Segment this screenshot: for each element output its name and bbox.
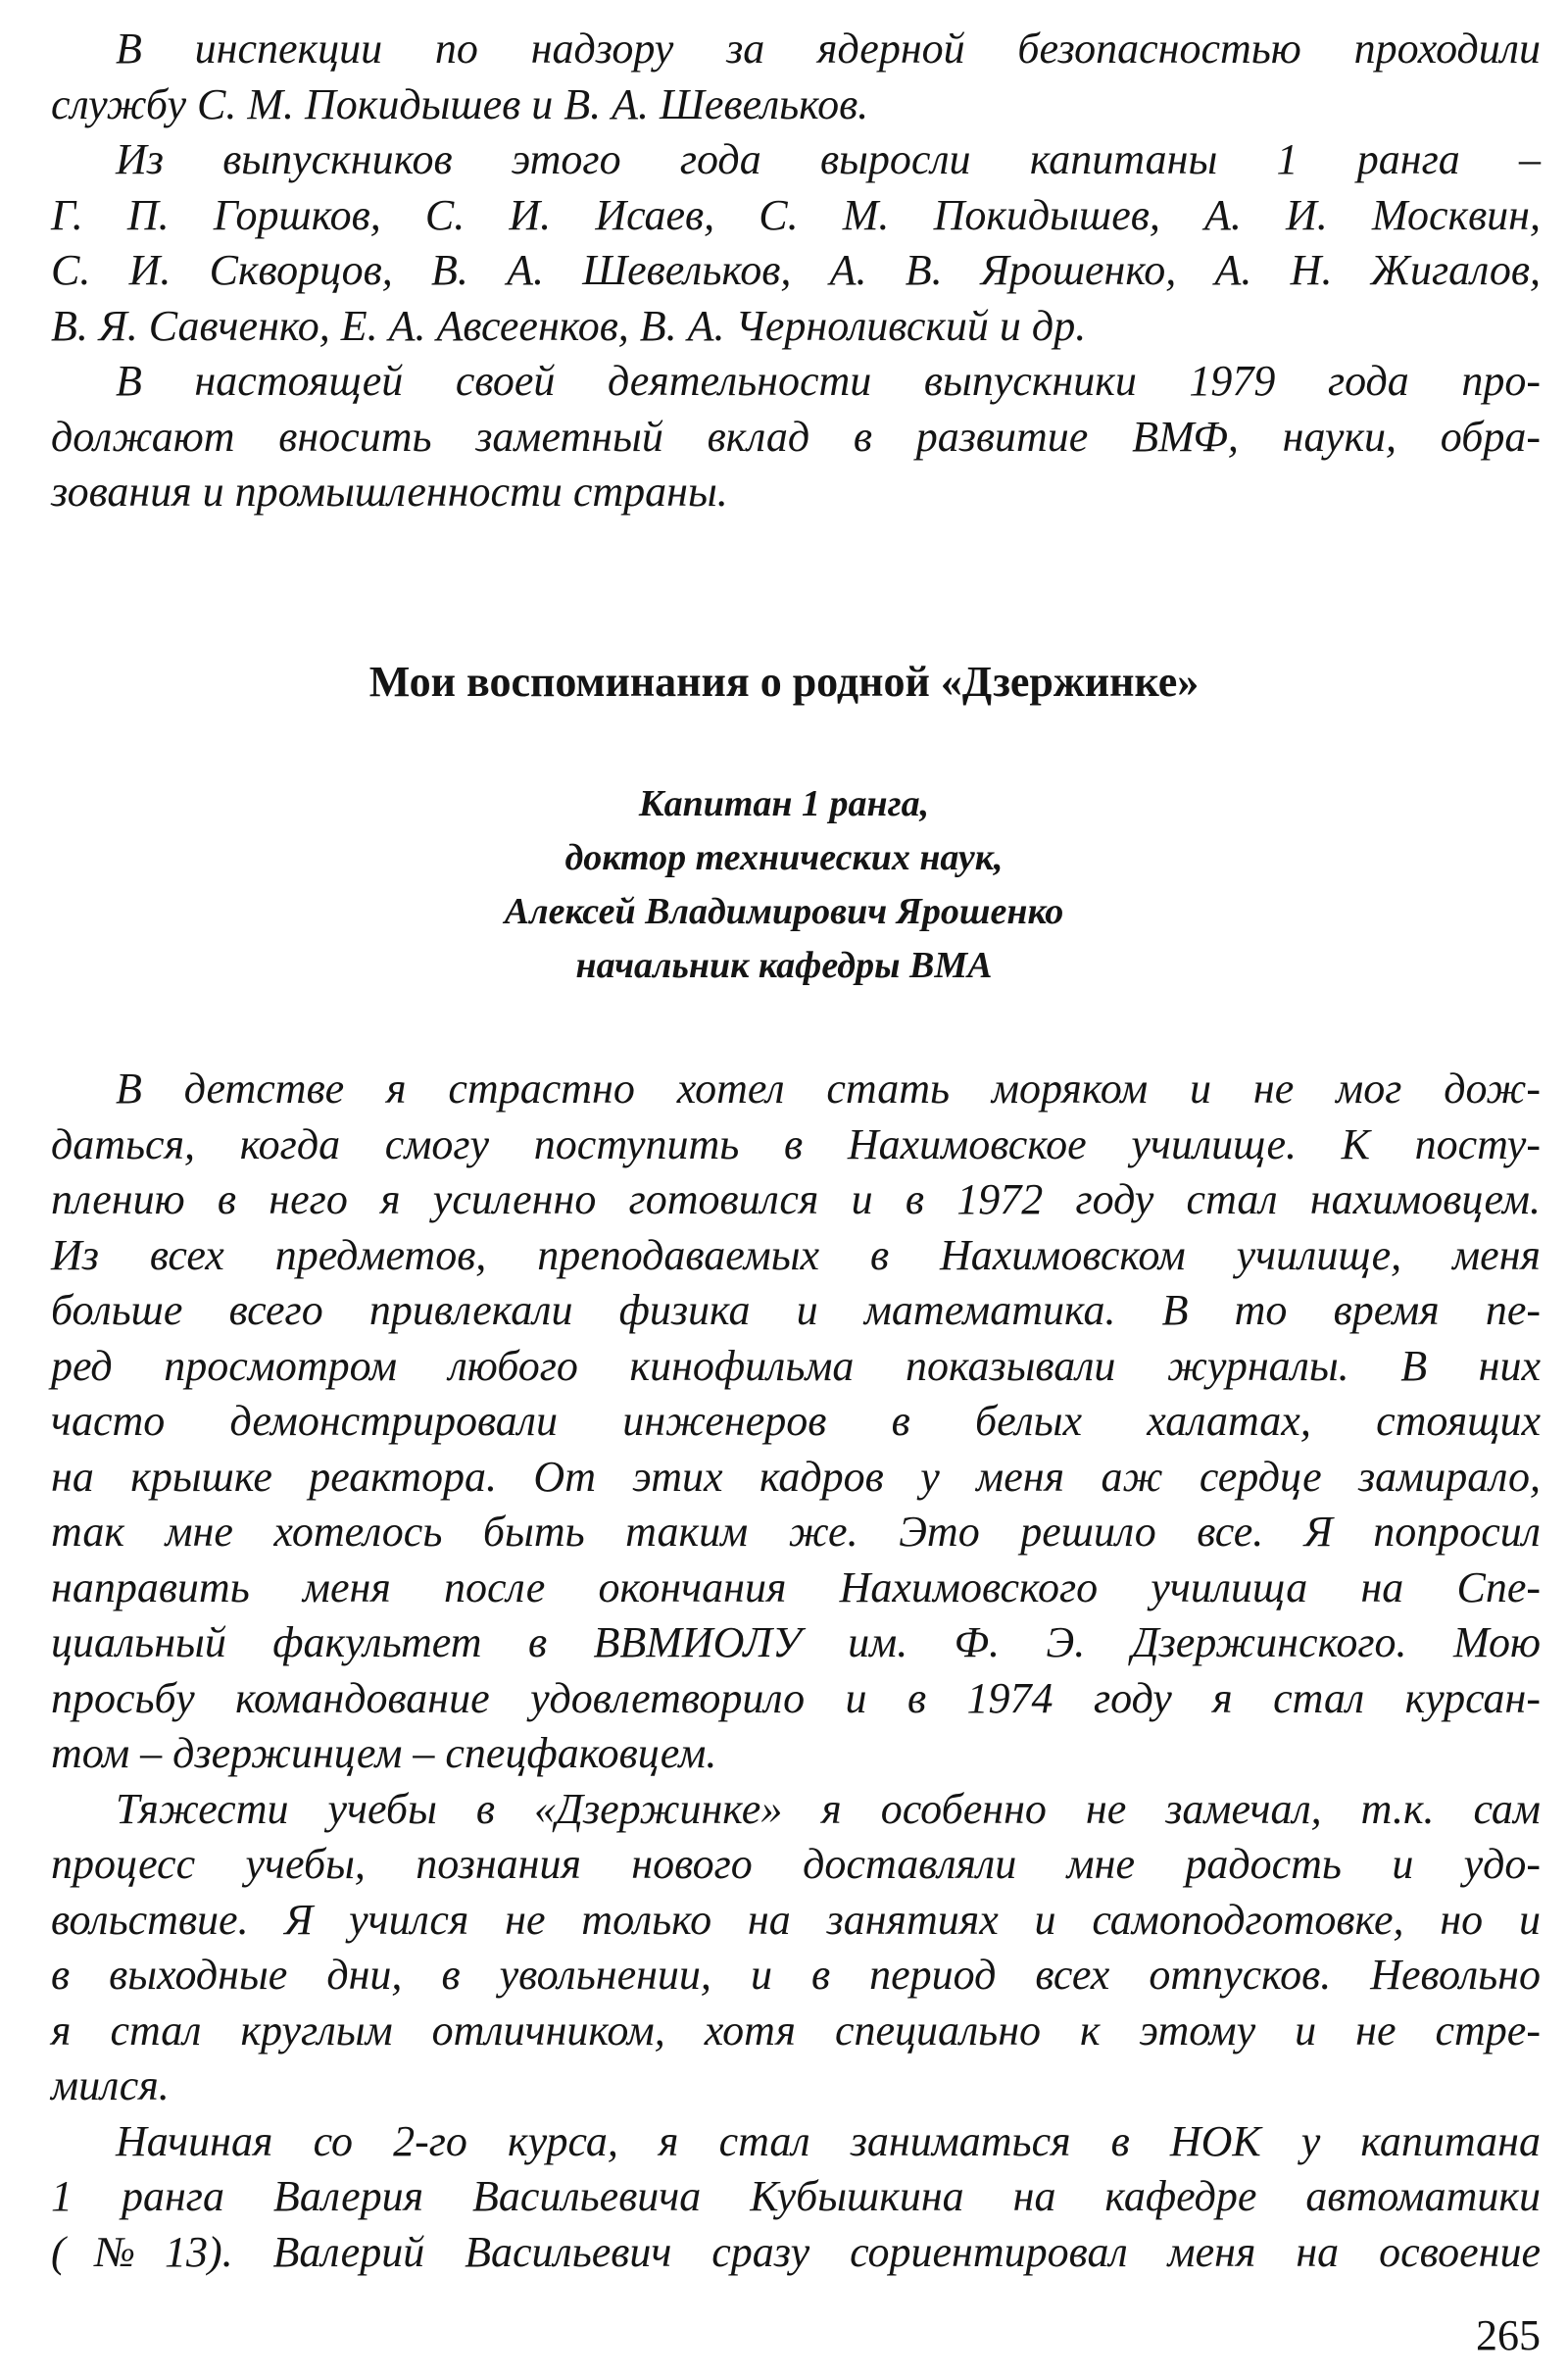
paragraph (51, 22, 1541, 132)
text-line: даться, когда смогу поступить в Нахимовское училище. К посту- (51, 1119, 1541, 1168)
text-line: ред просмотром любого кинофильма показывали журналы. В них (51, 1341, 1541, 1390)
article-body (51, 1062, 1541, 2280)
text-line: зования и промышленности страны. (51, 468, 728, 516)
text-line: С. И. Скворцов, В. А. Шевельков, А. В. Ярошенко, А. Н. Жигалов, (51, 246, 1541, 294)
text-line: я стал круглым отличником, хотя специально к этому и не стре- (51, 2006, 1541, 2055)
text-line: службу С. М. Покидышев и В. А. Шевельков. (51, 79, 869, 128)
page-number: 265 (1476, 2311, 1541, 2359)
text-line: просьбу командование удовлетворило и в 1974 году я стал курсан- (51, 1673, 1541, 1722)
text-line: Из выпускников этого года выросли капитаны 1 ранга – (116, 135, 1541, 183)
paragraph (51, 354, 1541, 520)
author-degree: доктор технических наук, (564, 837, 1004, 878)
text-line: больше всего привлекали физика и математика. В то время пе- (51, 1286, 1541, 1334)
text-line: плению в него я усиленно готовился и в 1972 году стал нахимовцем. (51, 1175, 1541, 1223)
text-line: Тяжести учебы в «Дзержинке» я особенно не замечал, т.к. сам (116, 1784, 1541, 1833)
paragraph (51, 1782, 1541, 2114)
text-line: Из всех предметов, преподаваемых в Нахимовском училище, меня (51, 1230, 1541, 1279)
text-line: циальный факультет в ВВМИОЛУ им. Ф. Э. Дзержинского. Мою (51, 1618, 1541, 1666)
author-byline (0, 777, 1568, 993)
text-line: (№13). Валерий Васильевич сразу сориентировал меня на освоение (51, 2227, 1541, 2276)
text-line: том – дзержинцем – спецфаковцем. (51, 1729, 717, 1777)
text-line: так мне хотелось быть таким же. Это решило все. Я попросил (51, 1508, 1541, 1556)
paragraph (51, 132, 1541, 354)
text-line: В детстве я страстно хотел стать моряком и не мог дож- (116, 1065, 1541, 1113)
text-line: часто демонстрировали инженеров в белых халатах, стоящих (51, 1397, 1541, 1445)
text-line: В. Я. Савченко, Е. А. Авсеенков, В. А. Черноливский и др. (51, 301, 1087, 350)
text-line: направить меня после окончания Нахимовского училища на Спе- (51, 1562, 1541, 1611)
text-line: Г. П. Горшков, С. И. Исаев, С. М. Покидышев, А. И. Москвин, (51, 190, 1541, 239)
text-line: вольствие. Я учился не только на занятиях и самоподготовке, но и (51, 1895, 1541, 1944)
author-position: начальник кафедры ВМА (575, 945, 993, 986)
text-line: на крышке реактора. От этих кадров у меня аж сердце замирало, (51, 1452, 1541, 1501)
article-title: Мои воспоминания о родной «Дзержинке» (368, 658, 1200, 706)
paragraph (51, 2114, 1541, 2281)
author-rank: Капитан 1 ранга, (638, 783, 930, 824)
text-line: процесс учебы, познания нового доставляли мне радость и удо- (51, 1840, 1541, 1888)
text-line: В инспекции по надзору за ядерной безопасностью проходили (116, 25, 1541, 73)
text-line: Начиная со 2-го курса, я стал заниматься в НОК у капитана (116, 2116, 1541, 2165)
text-line: В настоящей своей деятельности выпускники 1979 года про- (116, 357, 1541, 405)
paragraph (51, 1062, 1541, 1782)
text-line: 1 ранга Валерия Васильевича Кубышкина на кафедре автоматики (51, 2172, 1541, 2220)
text-line: мился. (51, 2061, 170, 2109)
text-line: должают вносить заметный вклад в развитие ВМФ, науки, обра- (51, 412, 1541, 461)
text-line: в выходные дни, в увольнении, и в период всех отпусков. Невольно (51, 1951, 1541, 1999)
top-text-block (51, 22, 1541, 520)
author-name: Алексей Владимирович Ярошенко (504, 891, 1064, 932)
